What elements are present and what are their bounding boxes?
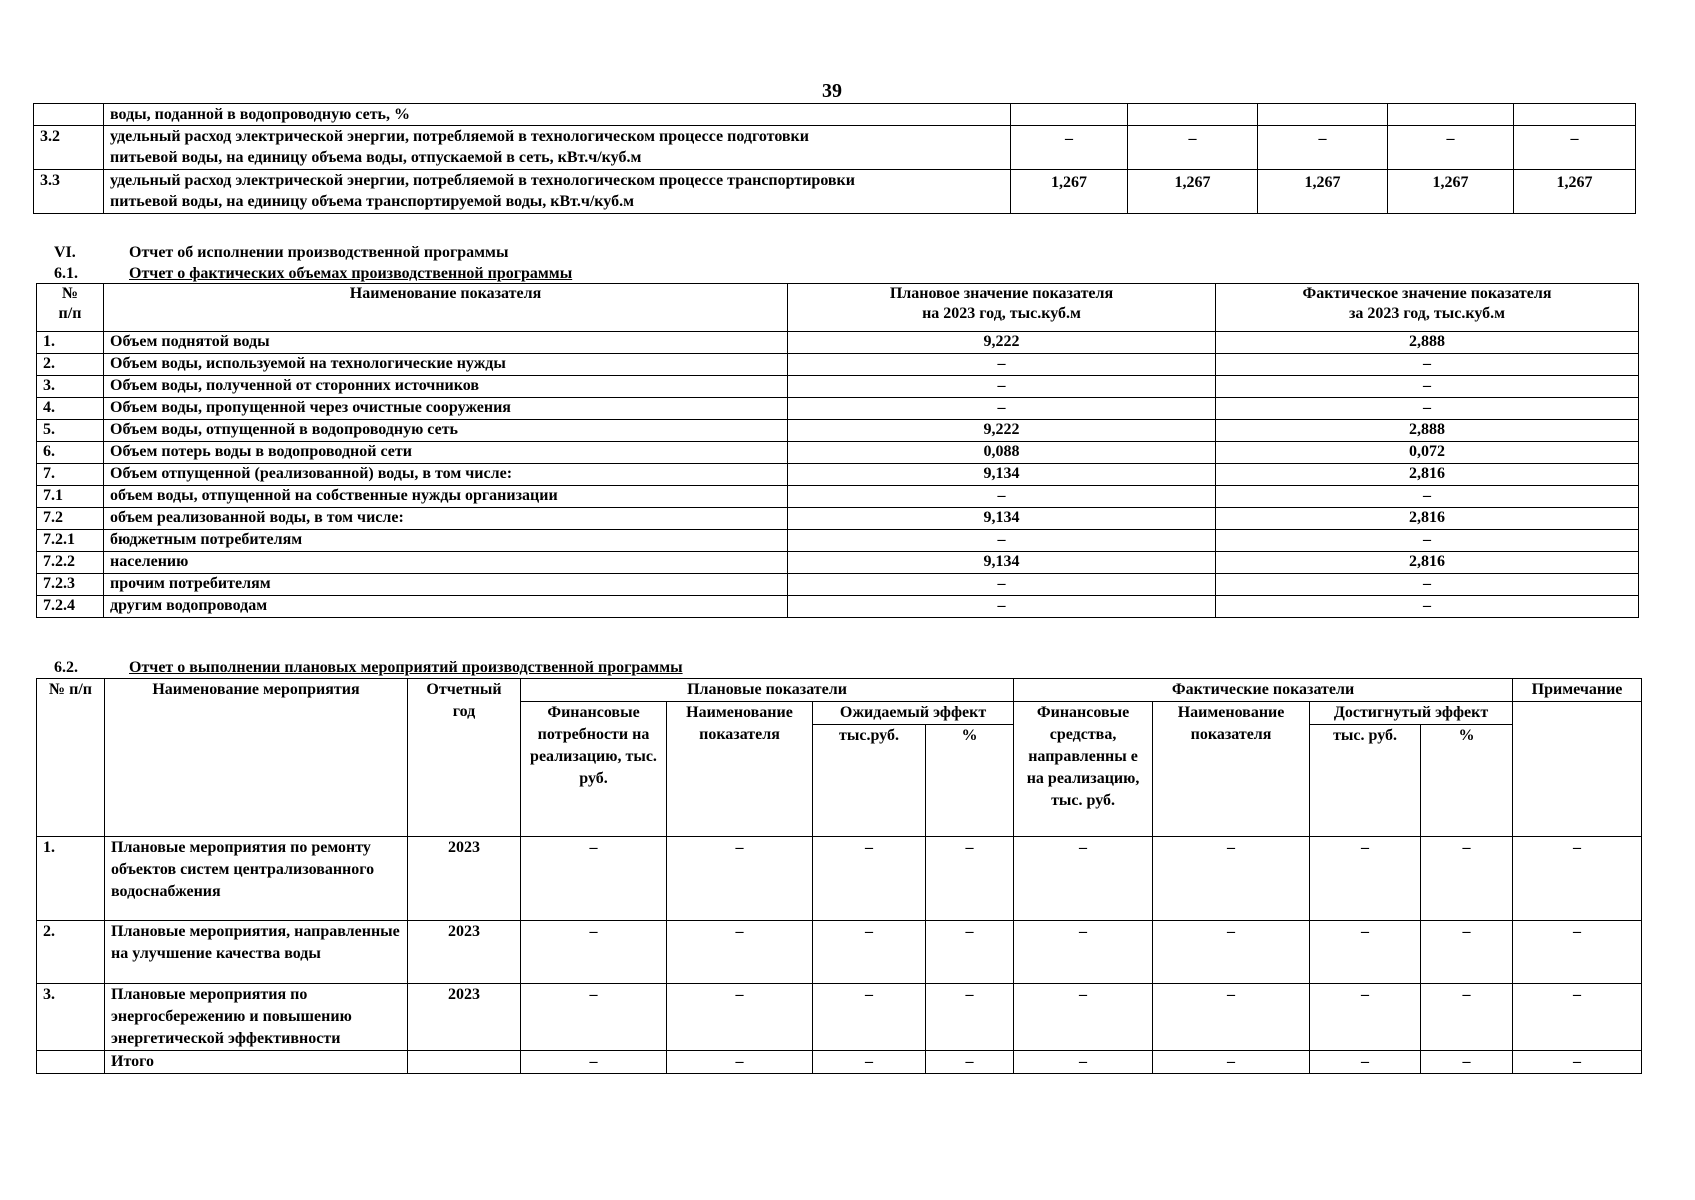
cell-name: Объем поднятой воды <box>104 332 788 354</box>
table-row <box>37 376 1639 398</box>
value-cell: 1,267 <box>1388 170 1514 214</box>
value-cell: – <box>1258 126 1388 170</box>
cell-name: Объем воды, пропущенной через очистные сооружения <box>104 398 788 420</box>
cell-fact: 2,816 <box>1216 508 1639 530</box>
cell-value: – <box>667 1051 813 1074</box>
row-num <box>34 104 104 126</box>
table-header-row <box>37 679 1642 702</box>
cell-value: – <box>1014 921 1153 984</box>
cell-value: – <box>813 921 926 984</box>
value-cell <box>1258 104 1388 126</box>
cell-name: населению <box>104 552 788 574</box>
cell-name: Итого <box>105 1051 408 1074</box>
cell-value: – <box>1513 921 1642 984</box>
cell-num: 7.2.3 <box>37 574 104 596</box>
cell-year <box>408 1051 521 1074</box>
cell-value: – <box>1310 1051 1421 1074</box>
cell-value: – <box>667 984 813 1051</box>
cell-year: 2023 <box>408 837 521 921</box>
table-row <box>37 486 1639 508</box>
value-cell <box>1514 104 1636 126</box>
cell-value: – <box>521 921 667 984</box>
table-row <box>37 530 1639 552</box>
header-num: № п/п <box>37 284 104 332</box>
cell-fact: 0,072 <box>1216 442 1639 464</box>
table-row <box>37 837 1642 921</box>
row-num: 3.3 <box>34 170 104 214</box>
cell-num: 7. <box>37 464 104 486</box>
value-cell: – <box>1011 126 1128 170</box>
page-number: 39 <box>822 80 842 102</box>
cell-value: – <box>813 837 926 921</box>
cell-num: 7.2 <box>37 508 104 530</box>
cell-value: – <box>1421 837 1513 921</box>
cell-num: 4. <box>37 398 104 420</box>
table-row <box>37 1051 1642 1074</box>
row-name: удельный расход электрической энергии, потребляемой в технологическом процессе подготовки питьевой воды, на единицу объема воды, отпускаемой в сеть, кВт.ч/куб.м <box>104 126 1011 170</box>
cell-plan: – <box>788 530 1216 552</box>
value-cell: 1,267 <box>1258 170 1388 214</box>
table-row <box>34 104 1636 126</box>
cell-num: 3. <box>37 376 104 398</box>
cell-year: 2023 <box>408 984 521 1051</box>
cell-value: – <box>926 984 1014 1051</box>
cell-plan: – <box>788 354 1216 376</box>
cell-plan: – <box>788 574 1216 596</box>
cell-name: Плановые мероприятия по энергосбережению и повышению энергетической эффективности <box>105 984 408 1051</box>
cell-num: 7.1 <box>37 486 104 508</box>
section-61-heading <box>54 264 572 284</box>
header-name: Наименование показателя <box>104 284 788 332</box>
value-cell: – <box>1388 126 1514 170</box>
table-row <box>37 596 1639 618</box>
cell-value: – <box>667 837 813 921</box>
section-number: 6.2. <box>54 659 78 676</box>
cell-name: Плановые мероприятия, направленные на улучшение качества воды <box>105 921 408 984</box>
header-fact-fin: Финансовые средства, направленны е на реализацию, тыс. руб. <box>1014 702 1153 837</box>
volumes-table <box>36 283 1639 618</box>
table-row <box>37 574 1639 596</box>
cell-name: Объем воды, отпущенной в водопроводную сеть <box>104 420 788 442</box>
cell-value: – <box>1513 984 1642 1051</box>
table-row <box>34 170 1636 214</box>
cell-num <box>37 1051 105 1074</box>
header-fact-group: Фактические показатели <box>1014 679 1513 702</box>
value-cell: – <box>1514 126 1636 170</box>
value-cell <box>1388 104 1514 126</box>
cell-value: – <box>1153 921 1310 984</box>
section-number: 6.1. <box>54 265 78 282</box>
header-plan-eff-pct: % <box>926 725 1014 837</box>
row-name: воды, поданной в водопроводную сеть, % <box>104 104 1011 126</box>
header-plan-ind: Наименование показателя <box>667 702 813 837</box>
cell-fact: – <box>1216 486 1639 508</box>
cell-value: – <box>1153 837 1310 921</box>
cell-name: прочим потребителям <box>104 574 788 596</box>
header-plan-fin: Финансовые потребности на реализацию, тыс. руб. <box>521 702 667 837</box>
cell-fact: – <box>1216 574 1639 596</box>
cell-name: объем реализованной воды, в том числе: <box>104 508 788 530</box>
cell-fact: 2,816 <box>1216 464 1639 486</box>
cell-num: 7.2.1 <box>37 530 104 552</box>
cell-year: 2023 <box>408 921 521 984</box>
header-plan: Плановое значение показателя на 2023 год, тыс.куб.м <box>788 284 1216 332</box>
section-title: Отчет о выполнении плановых мероприятий производственной программы <box>129 659 683 676</box>
section-number: VI. <box>54 244 76 261</box>
cell-fact: – <box>1216 530 1639 552</box>
measures-table <box>36 678 1642 1074</box>
cell-num: 7.2.4 <box>37 596 104 618</box>
cell-value: – <box>1310 921 1421 984</box>
value-cell: 1,267 <box>1128 170 1258 214</box>
cell-value: – <box>1421 921 1513 984</box>
cell-value: – <box>813 1051 926 1074</box>
cell-value: – <box>1014 984 1153 1051</box>
header-fact-eff-pct: % <box>1421 725 1513 837</box>
cell-value: – <box>521 1051 667 1074</box>
cell-value: – <box>1014 1051 1153 1074</box>
header-plan-eff-rub: тыс.руб. <box>813 725 926 837</box>
cell-num: 7.2.2 <box>37 552 104 574</box>
header-note-empty <box>1513 702 1642 837</box>
table-row <box>37 442 1639 464</box>
cell-plan: 9,222 <box>788 332 1216 354</box>
cell-plan: 0,088 <box>788 442 1216 464</box>
table-row <box>37 354 1639 376</box>
cell-value: – <box>926 921 1014 984</box>
cell-num: 2. <box>37 921 105 984</box>
cell-value: – <box>1513 1051 1642 1074</box>
header-fact-eff-rub: тыс. руб. <box>1310 725 1421 837</box>
section-62-heading <box>54 658 683 678</box>
cell-name: Объем отпущенной (реализованной) воды, в том числе: <box>104 464 788 486</box>
value-cell <box>1128 104 1258 126</box>
cell-fact: – <box>1216 398 1639 420</box>
cell-name: Объем потерь воды в водопроводной сети <box>104 442 788 464</box>
top-table <box>33 103 1636 214</box>
cell-value: – <box>813 984 926 1051</box>
table-header-row <box>37 284 1639 332</box>
section-vi-heading <box>54 243 508 263</box>
table-row <box>37 464 1639 486</box>
table-row <box>37 552 1639 574</box>
section-title: Отчет о фактических объемах производственной программы <box>129 265 573 282</box>
cell-value: – <box>1421 1051 1513 1074</box>
row-num: 3.2 <box>34 126 104 170</box>
cell-value: – <box>926 837 1014 921</box>
row-name: удельный расход электрической энергии, потребляемой в технологическом процессе транспортировки питьевой воды, на единицу объема транспортируемой воды, кВт.ч/куб.м <box>104 170 1011 214</box>
cell-plan: 9,134 <box>788 464 1216 486</box>
table-row <box>34 126 1636 170</box>
cell-fact: 2,888 <box>1216 332 1639 354</box>
cell-value: – <box>926 1051 1014 1074</box>
cell-value: – <box>1153 1051 1310 1074</box>
cell-value: – <box>1310 984 1421 1051</box>
header-fact-ind: Наименование показателя <box>1153 702 1310 837</box>
table-row <box>37 398 1639 420</box>
header-fact: Фактическое значение показателя за 2023 год, тыс.куб.м <box>1216 284 1639 332</box>
cell-num: 3. <box>37 984 105 1051</box>
cell-fact: 2,816 <box>1216 552 1639 574</box>
table-row <box>37 332 1639 354</box>
cell-name: Плановые мероприятия по ремонту объектов систем централизованного водоснабжения <box>105 837 408 921</box>
cell-value: – <box>1310 837 1421 921</box>
value-cell: 1,267 <box>1514 170 1636 214</box>
header-fact-effect: Достигнутый эффект <box>1310 702 1513 725</box>
cell-value: – <box>1153 984 1310 1051</box>
cell-fact: – <box>1216 376 1639 398</box>
cell-value: – <box>1513 837 1642 921</box>
cell-fact: 2,888 <box>1216 420 1639 442</box>
value-cell <box>1011 104 1128 126</box>
cell-name: объем воды, отпущенной на собственные нужды организации <box>104 486 788 508</box>
table-row <box>37 921 1642 984</box>
cell-num: 2. <box>37 354 104 376</box>
value-cell: – <box>1128 126 1258 170</box>
cell-name: бюджетным потребителям <box>104 530 788 552</box>
header-name: Наименование мероприятия <box>105 679 408 837</box>
header-year: Отчетный год <box>408 679 521 837</box>
cell-name: Объем воды, используемой на технологические нужды <box>104 354 788 376</box>
cell-plan: 9,222 <box>788 420 1216 442</box>
cell-num: 5. <box>37 420 104 442</box>
cell-plan: 9,134 <box>788 508 1216 530</box>
header-num: № п/п <box>37 679 105 837</box>
header-plan-effect: Ожидаемый эффект <box>813 702 1014 725</box>
value-cell: 1,267 <box>1011 170 1128 214</box>
cell-num: 1. <box>37 332 104 354</box>
section-title: Отчет об исполнении производственной программы <box>129 244 509 261</box>
cell-num: 1. <box>37 837 105 921</box>
cell-fact: – <box>1216 354 1639 376</box>
table-row <box>37 420 1639 442</box>
cell-plan: 9,134 <box>788 552 1216 574</box>
cell-value: – <box>1014 837 1153 921</box>
cell-value: – <box>521 984 667 1051</box>
cell-value: – <box>1421 984 1513 1051</box>
cell-name: Объем воды, полученной от сторонних источников <box>104 376 788 398</box>
cell-fact: – <box>1216 596 1639 618</box>
cell-name: другим водопроводам <box>104 596 788 618</box>
cell-plan: – <box>788 398 1216 420</box>
cell-plan: – <box>788 596 1216 618</box>
table-row <box>37 984 1642 1051</box>
cell-plan: – <box>788 376 1216 398</box>
cell-plan: – <box>788 486 1216 508</box>
cell-num: 6. <box>37 442 104 464</box>
cell-value: – <box>667 921 813 984</box>
cell-value: – <box>521 837 667 921</box>
header-note: Примечание <box>1513 679 1642 702</box>
table-row <box>37 508 1639 530</box>
header-plan-group: Плановые показатели <box>521 679 1014 702</box>
